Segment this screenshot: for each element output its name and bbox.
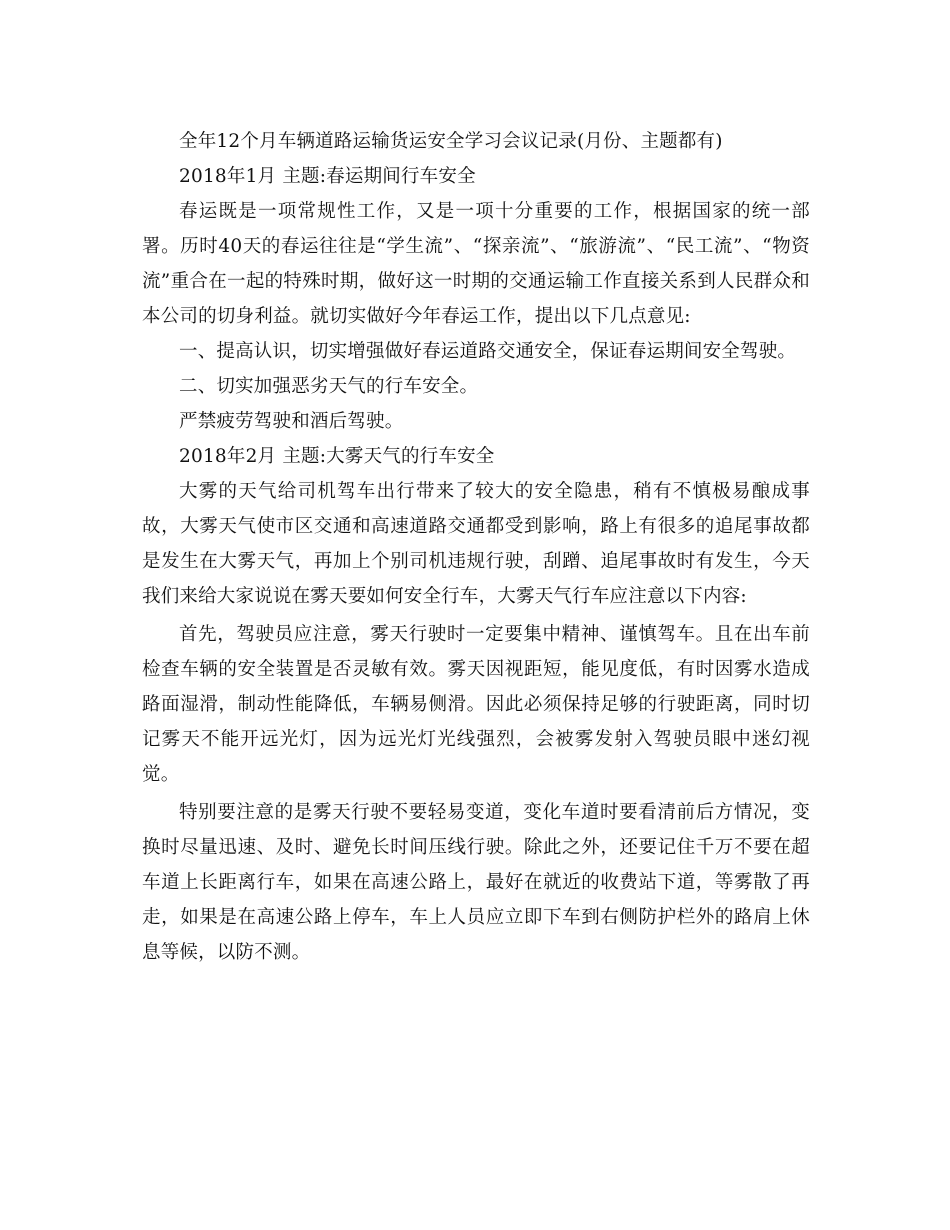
section-heading-january: 2018年1月 主题:春运期间行车安全 — [179, 166, 476, 187]
paragraph-fog-lane-change: 特别要注意的是雾天行驶不要轻易变道，变化车道时要看清前后方情况，变换时尽量迅速、及时、避免长时间压线行驶。除此之外，还要记住千万不要在超车道上长距离行车，如果在高速公路上，最好在就近的收费站下道，等雾散了再走，如果是在高速公路上停车，车上人员应立即下车到右侧防护栏外的路肩上休息等候，以防不测。 — [142, 802, 810, 963]
paragraph-fog-intro: 大雾的天气给司机驾车出行带来了较大的安全隐患，稍有不慎极易酿成事故，大雾天气使市区交通和高速道路交通都受到影响，路上有很多的追尾事故都是发生在大雾天气，再加上个别司机违规行驶，刮蹭、追尾事故时有发生，今天我们来给大家说说在雾天要如何安全行车，大雾天气行车应注意以下内容: — [142, 481, 810, 607]
paragraph-fog-first: 首先，驾驶员应注意，雾天行驶时一定要集中精神、谨慎驾车。且在出车前检查车辆的安全装置是否灵敏有效。雾天因视距短，能见度低，有时因雾水造成路面湿滑，制动性能降低，车辆易侧滑。因此必须保持足够的行驶距离，同时切记雾天不能开远光灯，因为远光灯光线强烈，会被雾发射入驾驶员眼中迷幻视觉。 — [142, 624, 810, 785]
document-body — [142, 124, 810, 970]
section-heading-february: 2018年2月 主题:大雾天气的行车安全 — [179, 446, 495, 467]
paragraph-point-one: 一、提高认识，切实增强做好春运道路交通安全，保证春运期间安全驾驶。 — [179, 341, 797, 362]
paragraph-fatigue-drinking: 严禁疲劳驾驶和酒后驾驶。 — [179, 411, 404, 432]
paragraph-point-two: 二、切实加强恶劣天气的行车安全。 — [179, 376, 479, 397]
paragraph-spring-festival-intro: 春运既是一项常规性工作，又是一项十分重要的工作，根据国家的统一部署。历时40天的春运往往是“学生流”、“探亲流”、“旅游流”、“民工流”、“物资流”重合在一起的特殊时期，做好这一时期的交通运输工作直接关系到人民群众和本公司的切身利益。就切实做好今年春运工作，提出以下几点意见: — [142, 201, 810, 327]
document-title: 全年12个月车辆道路运输货运安全学习会议记录(月份、主题都有) — [179, 131, 723, 152]
